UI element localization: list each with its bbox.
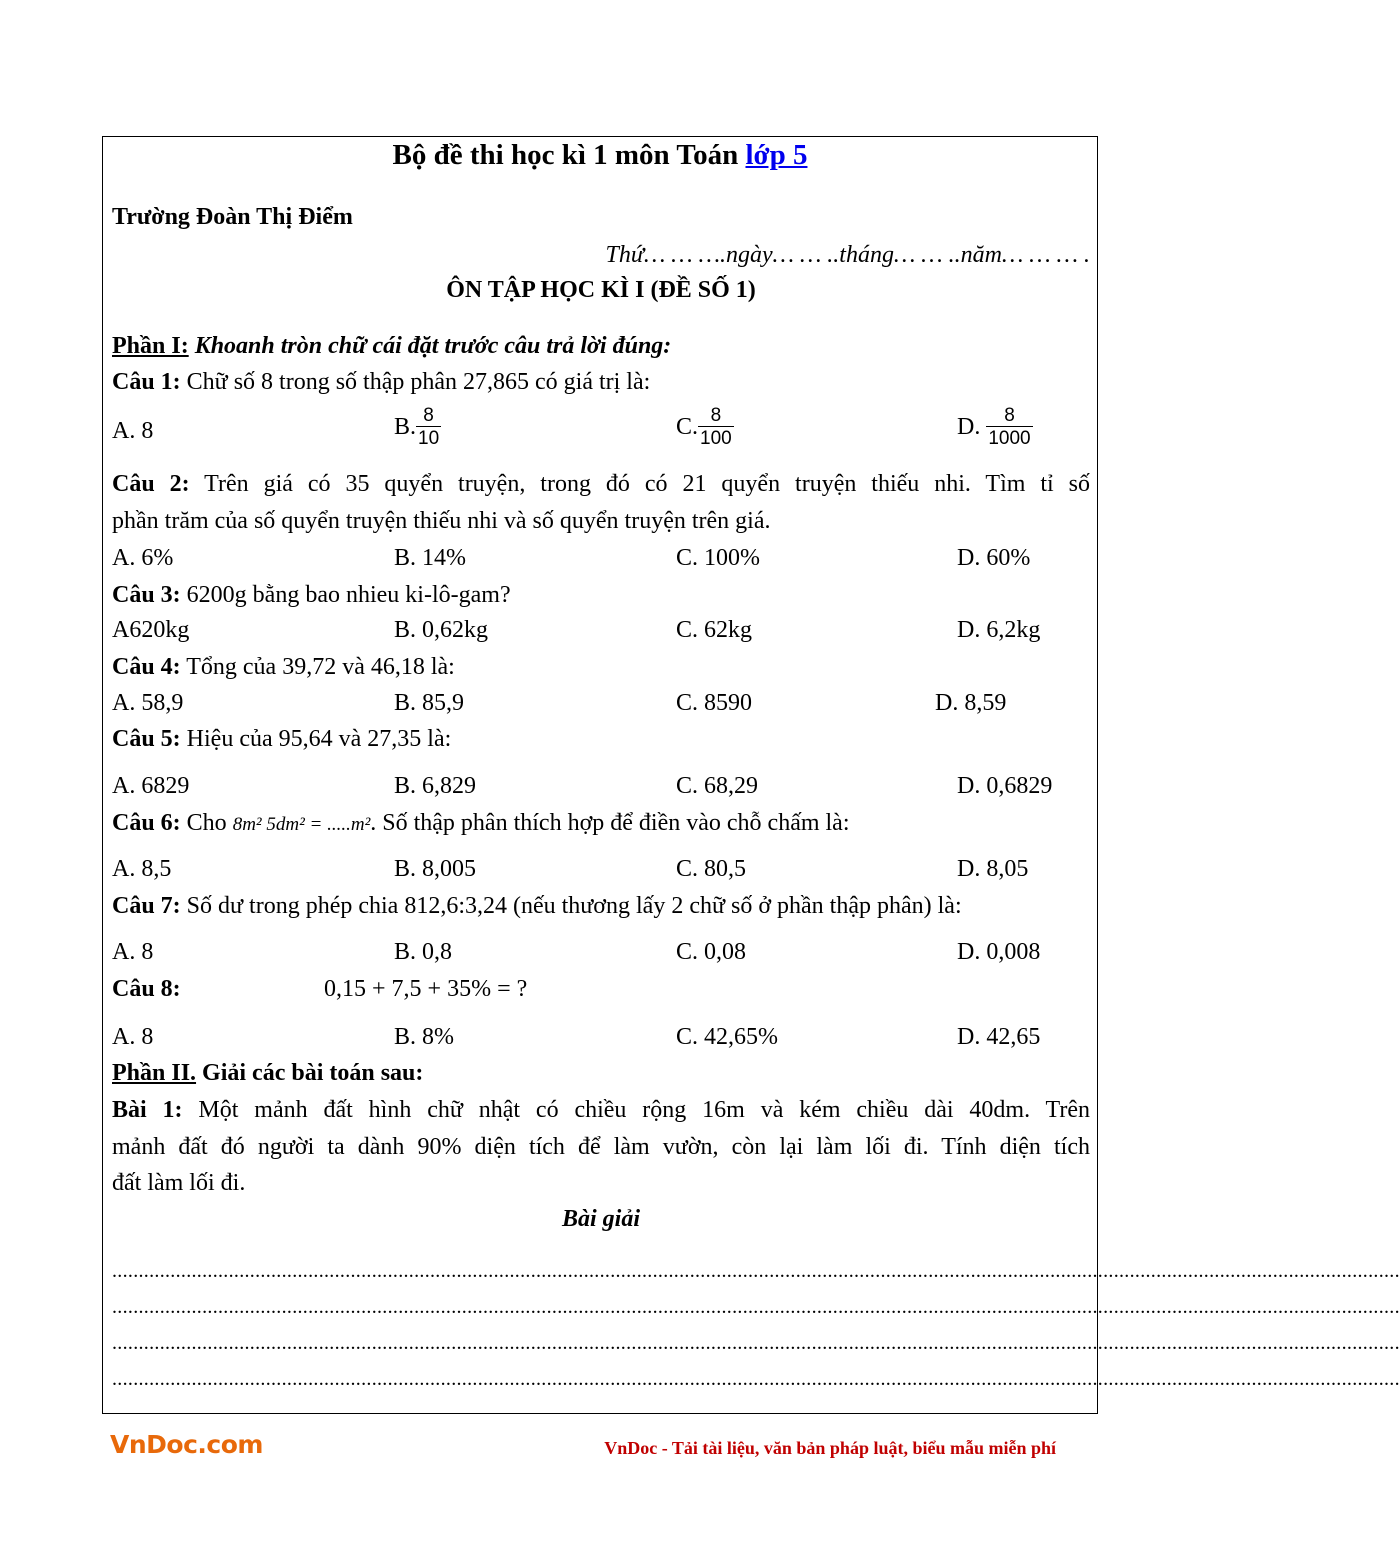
question-text: Chữ số 8 trong số thập phân 27,865 có giá trị là: (180, 369, 651, 395)
date-line: Thứ… … ….ngày… … ..tháng… … ..năm… … … . (605, 242, 1090, 268)
q3-option-b[interactable]: B. 0,62kg (394, 617, 489, 643)
problem-label: Bài 1: (112, 1097, 183, 1123)
option-prefix: B. (394, 414, 417, 440)
question-label: Câu 3: (112, 582, 181, 608)
q4-option-b[interactable]: B. 85,9 (394, 690, 465, 716)
question-5 (112, 724, 1090, 754)
question-6 (112, 808, 1090, 840)
problem-text: Một mảnh đất hình chữ nhật có chiều rộng 16m và kém chiều dài 40dm. Trên (182, 1097, 1091, 1123)
problem-1 (112, 1095, 1090, 1125)
question-label: Câu 7: (112, 893, 181, 919)
q5-option-a[interactable]: A. 6829 (112, 773, 190, 799)
school-name: Trường Đoàn Thị Điểm (112, 204, 353, 230)
question-label: Câu 6: (112, 810, 181, 836)
part2-label: Phần II. (112, 1060, 197, 1086)
document-title (102, 140, 1098, 170)
question-label: Câu 4: (112, 654, 181, 680)
question-3 (112, 580, 1090, 610)
math-expression: 8m² 5dm² = .....m² (232, 814, 371, 835)
q1-option-c[interactable] (676, 405, 734, 449)
q8-option-a[interactable]: A. 8 (112, 1024, 154, 1050)
q7-option-d[interactable]: D. 0,008 (957, 939, 1041, 965)
q7-option-a[interactable]: A. 8 (112, 939, 154, 965)
q3-option-d[interactable]: D. 6,2kg (957, 617, 1041, 643)
question-text: Tổng của 39,72 và 46,18 là: (180, 654, 455, 680)
question-2-cont: phần trăm của số quyển truyện thiếu nhi và số quyển truyện trên giá. (112, 508, 771, 534)
part2-instruction: Giải các bài toán sau: (196, 1060, 424, 1086)
question-label: Câu 5: (112, 726, 181, 752)
q2-option-d[interactable]: D. 60% (957, 545, 1031, 571)
fraction-denominator: 100 (700, 428, 732, 449)
q8-expression: 0,15 + 7,5 + 35% = ? (324, 976, 528, 1002)
solution-title: Bài giải (561, 1206, 640, 1232)
answer-line-2[interactable]: ................................................................................................................................................................................................................................................... (112, 1296, 1400, 1318)
q8-option-b[interactable]: B. 8% (394, 1024, 454, 1050)
title-text: Bộ đề thi học kì 1 môn Toán (392, 139, 746, 171)
question-2 (112, 469, 1090, 499)
q4-option-d[interactable]: D. 8,59 (935, 690, 1007, 716)
q5-option-c[interactable]: C. 68,29 (676, 773, 759, 799)
fraction-denominator: 1000 (988, 428, 1031, 449)
q8-option-c[interactable]: C. 42,65% (676, 1024, 778, 1050)
q7-option-b[interactable]: B. 0,8 (394, 939, 453, 965)
title-link[interactable]: lớp 5 (745, 139, 808, 171)
q4-option-a[interactable]: A. 58,9 (112, 690, 184, 716)
problem-1-cont: mảnh đất đó người ta dành 90% diện tích để làm vườn, còn lại làm lối đi. Tính diện tích (112, 1134, 1090, 1160)
part1-heading (112, 331, 1090, 361)
footer-tagline: VnDoc - Tải tài liệu, văn bản pháp luật, biểu mẫu miễn phí (604, 1438, 1056, 1458)
part2-heading (112, 1058, 1090, 1088)
question-text: Cho (180, 810, 233, 836)
vndoc-logo[interactable]: VnDoc.com (110, 1430, 263, 1459)
q6-option-d[interactable]: D. 8,05 (957, 856, 1029, 882)
q7-option-c[interactable]: C. 0,08 (676, 939, 747, 965)
q6-option-a[interactable]: A. 8,5 (112, 856, 172, 882)
question-text: 6200g bằng bao nhieu ki-lô-gam? (180, 582, 511, 608)
question-text: Hiệu của 95,64 và 27,35 là: (180, 726, 452, 752)
option-prefix: D. (957, 414, 981, 440)
fraction-denominator: 10 (418, 428, 440, 449)
question-text-end: . Số thập phân thích hợp để điền vào chỗ chấm là: (370, 810, 850, 836)
fraction-numerator: 8 (423, 405, 434, 426)
part1-label: Phần I: (112, 333, 189, 359)
q3-option-a[interactable]: A620kg (112, 617, 190, 643)
q3-option-c[interactable]: C. 62kg (676, 617, 753, 643)
answer-line-1[interactable]: ................................................................................................................................................................................................................................................... (112, 1260, 1400, 1282)
question-text: Trên giá có 35 quyển truyện, trong đó có 21 quyển truyện thiếu nhi. Tìm tỉ số (189, 471, 1091, 497)
question-label: Câu 2: (112, 471, 190, 497)
option-prefix: C. (676, 414, 699, 440)
exam-title: ÔN TẬP HỌC KÌ I (ĐỀ SỐ 1) (446, 277, 756, 303)
q2-option-c[interactable]: C. 100% (676, 545, 760, 571)
fraction-numerator: 8 (710, 405, 722, 426)
answer-line-4[interactable]: ................................................................................................................................................................................................................................................... (112, 1368, 1400, 1390)
fraction (416, 405, 441, 449)
question-1 (112, 367, 1090, 397)
question-4 (112, 652, 1090, 682)
fraction (698, 405, 734, 449)
q4-option-c[interactable]: C. 8590 (676, 690, 753, 716)
q2-option-a[interactable]: A. 6% (112, 545, 174, 571)
question-label: Câu 1: (112, 369, 181, 395)
q2-option-b[interactable]: B. 14% (394, 545, 466, 571)
q1-option-d[interactable] (957, 405, 1033, 449)
question-text: Số dư trong phép chia 812,6:3,24 (nếu thương lấy 2 chữ số ở phần thập phân) là: (180, 893, 962, 919)
fraction (986, 405, 1032, 449)
q8-option-d[interactable]: D. 42,65 (957, 1024, 1041, 1050)
part1-instruction: Khoanh tròn chữ cái đặt trước câu trả lời đúng: (188, 333, 672, 359)
q1-option-b[interactable] (394, 405, 441, 449)
question-label: Câu 8: (112, 976, 181, 1002)
q1-option-a[interactable]: A. 8 (112, 418, 154, 444)
question-7 (112, 891, 1090, 921)
q5-option-b[interactable]: B. 6,829 (394, 773, 477, 799)
question-8 (112, 974, 1090, 1004)
q5-option-d[interactable]: D. 0,6829 (957, 773, 1053, 799)
problem-1-end: đất làm lối đi. (112, 1170, 246, 1196)
q6-option-c[interactable]: C. 80,5 (676, 856, 747, 882)
q6-option-b[interactable]: B. 8,005 (394, 856, 477, 882)
answer-line-3[interactable]: ................................................................................................................................................................................................................................................... (112, 1332, 1400, 1354)
fraction-numerator: 8 (1004, 405, 1015, 426)
